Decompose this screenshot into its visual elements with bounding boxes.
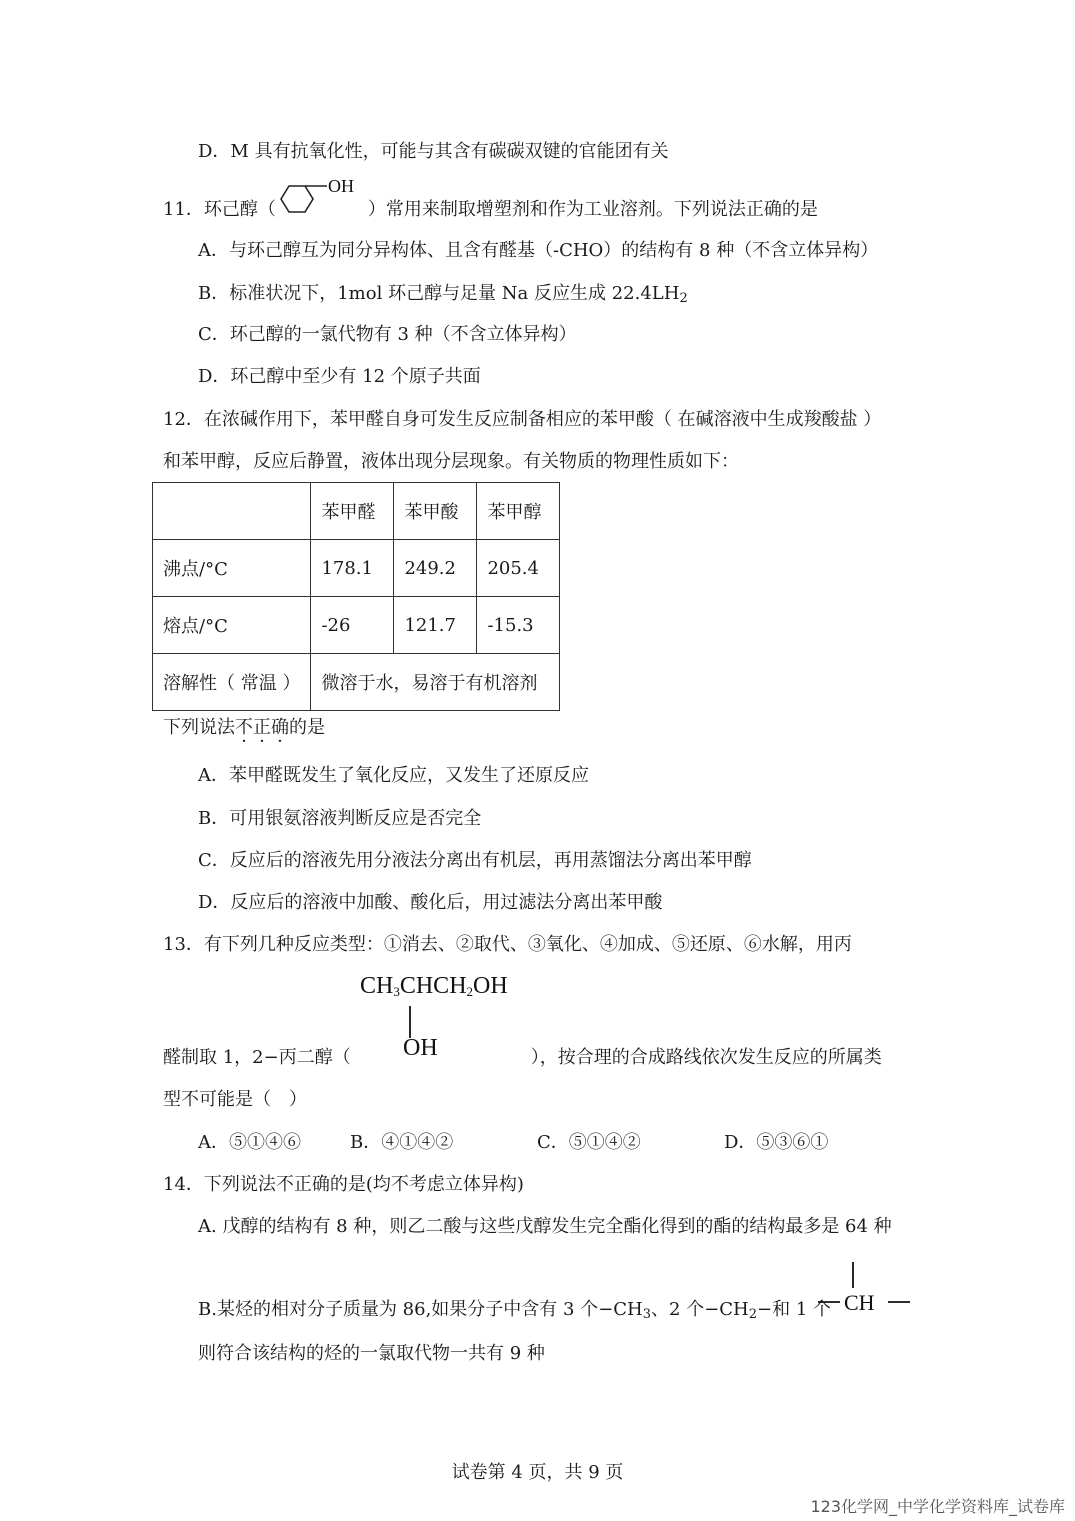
q12-option-b: B．可用银氨溶液判断反应是否完全 [198, 808, 482, 829]
q13-option-c: C．⑤①④② [537, 1132, 641, 1153]
q12-question-pre: 下列说法 [163, 717, 235, 738]
struct-text: CH [360, 973, 394, 999]
struct-text: CHCH [399, 973, 467, 999]
q13-stem-line3: 型不可能是（ ） [163, 1089, 307, 1110]
table-cell: 178.1 [311, 540, 394, 597]
q13-option-d: D．⑤③⑥① [724, 1132, 829, 1153]
q11-option-b-text: B．标准状况下，1mol 环己醇与足量 Na 反应生成 22.4LH [198, 283, 680, 304]
propanediol-structure-oh: OH [403, 1035, 438, 1061]
q11-option-c: C．环己醇的一氯代物有 3 种（不含立体异构） [198, 324, 577, 345]
table-cell: 205.4 [477, 540, 560, 597]
q11-option-a: A．与环己醇互为同分异构体、且含有醛基（-CHO）的结构有 8 种（不含立体异构） [198, 240, 879, 261]
struct-sub: 2 [466, 984, 474, 999]
q10-option-d: D．M 具有抗氧化性，可能与其含有碳碳双键的官能团有关 [198, 141, 669, 162]
page-footer: 试卷第 4 页，共 9 页 [451, 1462, 624, 1483]
q13-stem-line2 [163, 1046, 882, 1070]
methine-group-label: CH [844, 1290, 875, 1315]
propanediol-structure-top [360, 973, 508, 1000]
table-row [153, 654, 560, 711]
table-row [153, 483, 560, 540]
q14-option-b-text: −和 1 个 [757, 1299, 832, 1320]
q13-option-a: A．⑤①④⑥ [198, 1132, 301, 1153]
table-cell: -15.3 [477, 597, 560, 654]
table-cell: 249.2 [394, 540, 477, 597]
watermark: 123化学网_中学化学资料库_试卷库 [810, 1497, 1065, 1516]
struct-text: OH [473, 973, 508, 999]
table-row [153, 597, 560, 654]
q12-question [163, 716, 325, 740]
row-label-solubility: 溶解性（ 常温 ） [153, 654, 311, 711]
q14-option-b-line2: 则符合该结构的烃的一氯取代物一共有 9 种 [198, 1343, 545, 1364]
struct-sub: 2 [748, 1307, 758, 1322]
q12-option-c: C．反应后的溶液先用分液法分离出有机层，再用蒸馏法分离出苯甲醇 [198, 850, 752, 871]
q13-stem-line1: 13．有下列几种反应类型：①消去、②取代、③氧化、④加成、⑤还原、⑥水解，用丙 [163, 934, 852, 955]
q14-option-b-text: B.某烃的相对分子质量为 86,如果分子中含有 3 个−CH [198, 1299, 643, 1320]
emphasis-char: 确 [271, 717, 289, 738]
struct-sub: 3 [642, 1307, 652, 1322]
properties-table [152, 482, 560, 711]
table-cell-solubility: 微溶于水，易溶于有机溶剂 [311, 654, 560, 711]
q13-option-b: B．④①④② [350, 1132, 454, 1153]
q12-question-post: 的是 [289, 717, 325, 738]
table-cell: -26 [311, 597, 394, 654]
q13-stem-line2-pre: 醛制取 1，2−丙二醇（ [163, 1047, 351, 1068]
q12-option-a: A．苯甲醛既发生了氧化反应，又发生了还原反应 [198, 765, 589, 786]
table-header-benzoic-acid: 苯甲酸 [394, 483, 477, 540]
table-header-benzaldehyde: 苯甲醛 [311, 483, 394, 540]
q11-option-b [198, 282, 688, 311]
cyclohexanol-oh-label: OH [328, 176, 354, 196]
q12-stem-line1: 12．在浓碱作用下，苯甲醛自身可发生反应制备相应的苯甲酸（ 在碱溶液中生成羧酸盐 ） [163, 409, 882, 430]
propanediol-bond [405, 1006, 415, 1038]
table-header-empty [153, 483, 311, 540]
q13-stem-line2-post: ），按合理的合成路线依次发生反应的所属类 [530, 1047, 882, 1068]
row-label-boiling-point: 沸点/°C [153, 540, 311, 597]
q14-stem: 14．下列说法不正确的是(均不考虑立体异构) [163, 1174, 524, 1195]
q12-stem-line2: 和苯甲醇，反应后静置，液体出现分层现象。有关物质的物理性质如下： [163, 451, 739, 472]
emphasis-char: 不 [235, 717, 253, 738]
q14-option-b-text: 、2 个−CH [651, 1299, 749, 1320]
q11-stem-before: 11．环己醇（ [163, 199, 276, 220]
q11-stem [163, 198, 818, 222]
row-label-melting-point: 熔点/°C [153, 597, 311, 654]
q11-option-b-sub: 2 [679, 291, 688, 306]
q12-option-d: D．反应后的溶液中加酸、酸化后，用过滤法分离出苯甲酸 [198, 892, 663, 913]
q11-stem-after: ）常用来制取增塑剂和作为工业溶剂。下列说法正确的是 [367, 199, 818, 220]
table-cell: 121.7 [394, 597, 477, 654]
table-row [153, 540, 560, 597]
q14-option-b [198, 1298, 831, 1327]
q14-option-a: A. 戊醇的结构有 8 种，则乙二酸与这些戊醇发生完全酯化得到的酯的结构最多是 64 种 [198, 1216, 892, 1237]
struct-sub: 3 [393, 984, 400, 999]
emphasis-char: 正 [253, 717, 271, 738]
table-header-benzyl-alcohol: 苯甲醇 [477, 483, 560, 540]
q11-option-d: D．环己醇中至少有 12 个原子共面 [198, 366, 481, 387]
